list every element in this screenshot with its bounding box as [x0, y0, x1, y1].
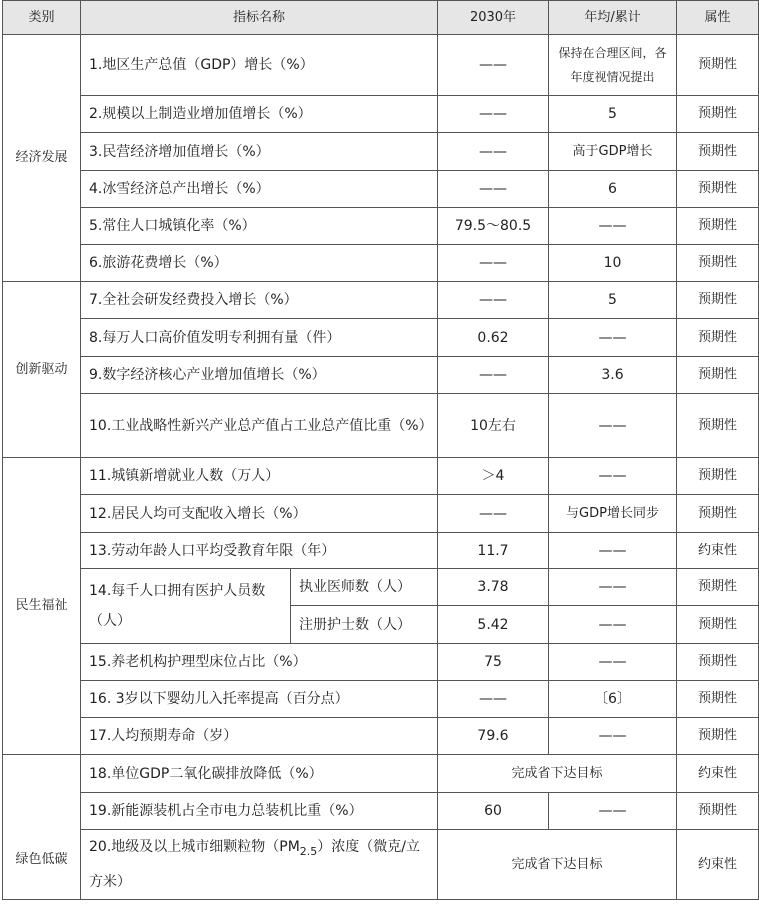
value-2030: —— [438, 133, 549, 171]
table-row [3, 458, 759, 495]
table-row [3, 644, 759, 681]
indicator-name: 2.规模以上制造业增加值增长（%） [81, 96, 438, 133]
attribute: 预期性 [677, 357, 759, 394]
indicator-name: 10.工业战略性新兴产业总产值占工业总产值比重（%） [81, 394, 438, 458]
value-annual: —— [549, 644, 677, 681]
value-2030: ＞4 [438, 458, 549, 495]
value-annual: —— [549, 394, 677, 458]
table-row [3, 357, 759, 394]
pm-subscript: 2.5 [299, 845, 318, 858]
category-green: 绿色低碳 [3, 755, 81, 900]
value-annual: 3.6 [549, 357, 677, 394]
indicator-name [81, 830, 438, 900]
value-2030: —— [438, 681, 549, 718]
value-2030: —— [438, 35, 549, 96]
value-2030: 5.42 [438, 606, 549, 644]
attribute: 预期性 [677, 644, 759, 681]
value-2030: 75 [438, 644, 549, 681]
indicator-name: 3.民营经济增加值增长（%） [81, 133, 438, 171]
attribute: 预期性 [677, 245, 759, 282]
value-annual: —— [549, 208, 677, 245]
value-annual: —— [549, 606, 677, 644]
indicator-name: 11.城镇新增就业人数（万人） [81, 458, 438, 495]
value-2030: 60 [438, 793, 549, 830]
value-annual: 6 [549, 171, 677, 208]
table-row [3, 394, 759, 458]
value-2030: —— [438, 96, 549, 133]
table-row [3, 245, 759, 282]
indicator-name: 1.地区生产总值（GDP）增长（%） [81, 35, 438, 96]
header-attribute: 属性 [677, 1, 759, 35]
table-row [3, 495, 759, 533]
value-2030: —— [438, 495, 549, 533]
indicator-name: 8.每万人口高价值发明专利拥有量（件） [81, 319, 438, 357]
table-row [3, 133, 759, 171]
indicator-name: 18.单位GDP二氧化碳排放降低（%） [81, 755, 438, 793]
header-indicator: 指标名称 [81, 1, 438, 35]
value-2030: 10左右 [438, 394, 549, 458]
table-header [3, 1, 759, 35]
table-row [3, 569, 759, 606]
attribute: 预期性 [677, 569, 759, 606]
indicator-name: 19.新能源装机占全市电力总装机比重（%） [81, 793, 438, 830]
indicator-name: 16. 3岁以下婴幼儿入托率提高（百分点） [81, 681, 438, 718]
attribute: 预期性 [677, 606, 759, 644]
indicator-name-part-a: 20.地级及以上城市细颗粒物（PM [89, 839, 300, 855]
attribute: 预期性 [677, 282, 759, 319]
value-annual: —— [549, 718, 677, 755]
table-row [3, 830, 759, 900]
value-annual: —— [549, 569, 677, 606]
indicator-name: 14.每千人口拥有医护人员数（人） [81, 569, 291, 644]
value-annual: —— [549, 533, 677, 569]
value-2030: —— [438, 357, 549, 394]
table-row [3, 718, 759, 755]
table-row [3, 282, 759, 319]
value-2030: 79.5～80.5 [438, 208, 549, 245]
attribute: 预期性 [677, 208, 759, 245]
sub-indicator-name: 执业医师数（人） [291, 569, 438, 606]
value-2030: —— [438, 282, 549, 319]
header-category: 类别 [3, 1, 81, 35]
indicator-name: 7.全社会研发经费投入增长（%） [81, 282, 438, 319]
category-livelihood: 民生福祉 [3, 458, 81, 755]
attribute: 预期性 [677, 171, 759, 208]
value-2030: —— [438, 245, 549, 282]
value-2030: 79.6 [438, 718, 549, 755]
attribute: 约束性 [677, 755, 759, 793]
table-row [3, 793, 759, 830]
indicator-name: 5.常住人口城镇化率（%） [81, 208, 438, 245]
table-row [3, 533, 759, 569]
header-2030: 2030年 [438, 1, 549, 35]
indicator-name: 17.人均预期寿命（岁） [81, 718, 438, 755]
value-2030: 3.78 [438, 569, 549, 606]
attribute: 预期性 [677, 681, 759, 718]
value-annual: 保持在合理区间，各年度视情况提出 [549, 35, 677, 96]
value-annual: 与GDP增长同步 [549, 495, 677, 533]
table-row [3, 171, 759, 208]
value-annual: 5 [549, 282, 677, 319]
indicator-name: 4.冰雪经济总产出增长（%） [81, 171, 438, 208]
value-merged: 完成省下达目标 [438, 755, 677, 793]
table-row [3, 319, 759, 357]
value-annual: —— [549, 319, 677, 357]
table-row [3, 681, 759, 718]
sub-indicator-name: 注册护士数（人） [291, 606, 438, 644]
value-2030: —— [438, 171, 549, 208]
attribute: 预期性 [677, 96, 759, 133]
indicator-name: 9.数字经济核心产业增加值增长（%） [81, 357, 438, 394]
value-2030: 11.7 [438, 533, 549, 569]
attribute: 预期性 [677, 394, 759, 458]
attribute: 约束性 [677, 830, 759, 900]
attribute: 预期性 [677, 495, 759, 533]
attribute: 预期性 [677, 458, 759, 495]
value-annual: —— [549, 458, 677, 495]
attribute: 预期性 [677, 319, 759, 357]
attribute: 预期性 [677, 793, 759, 830]
value-2030: 0.62 [438, 319, 549, 357]
value-annual: 5 [549, 96, 677, 133]
attribute: 预期性 [677, 718, 759, 755]
header-annual: 年均/累计 [549, 1, 677, 35]
indicator-name: 12.居民人均可支配收入增长（%） [81, 495, 438, 533]
indicator-name: 6.旅游花费增长（%） [81, 245, 438, 282]
value-annual: 10 [549, 245, 677, 282]
attribute: 预期性 [677, 133, 759, 171]
attribute: 预期性 [677, 35, 759, 96]
category-economy: 经济发展 [3, 35, 81, 282]
table-row [3, 96, 759, 133]
indicator-name: 15.养老机构护理型床位占比（%） [81, 644, 438, 681]
indicator-name-part-b: ）浓度（微克/立方米） [89, 839, 421, 890]
category-innovation: 创新驱动 [3, 282, 81, 458]
value-annual: 高于GDP增长 [549, 133, 677, 171]
attribute: 约束性 [677, 533, 759, 569]
indicator-table [2, 0, 759, 900]
table-row [3, 755, 759, 793]
value-annual: —— [549, 793, 677, 830]
value-merged: 完成省下达目标 [438, 830, 677, 900]
table-row [3, 35, 759, 96]
value-annual: 〔6〕 [549, 681, 677, 718]
indicator-name: 13.劳动年龄人口平均受教育年限（年） [81, 533, 438, 569]
table-row [3, 208, 759, 245]
